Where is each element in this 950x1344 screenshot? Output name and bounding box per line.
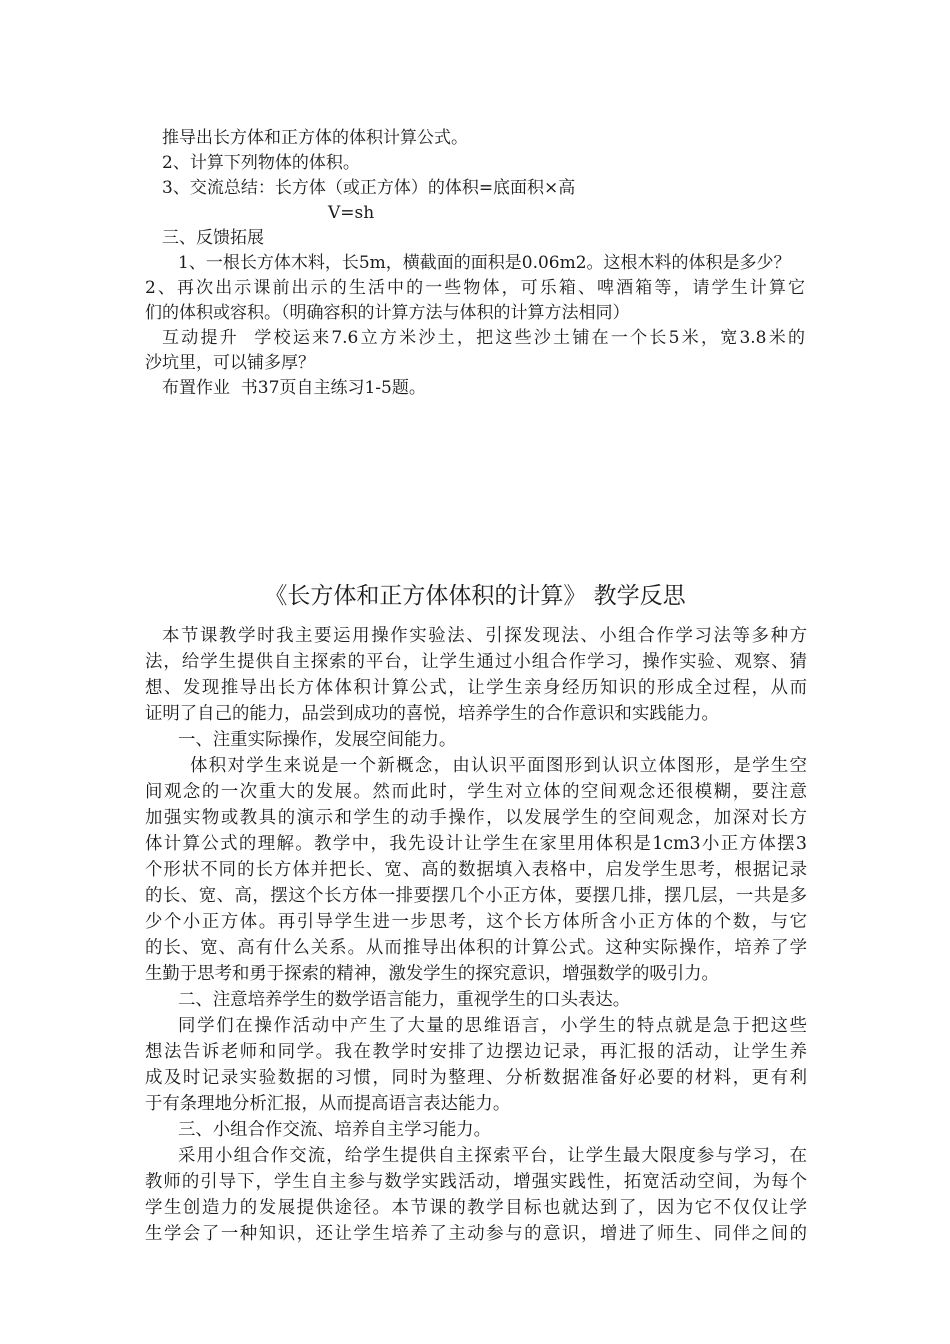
section-heading: 二、注意培养学生的数学语言能力，重视学生的口头表达。 [178, 990, 631, 1010]
text-line: 2、再次出示课前出示的生活中的一些物体，可乐箱、啤酒箱等，请学生计算它 [145, 278, 805, 298]
text-line: 2、计算下列物体的体积。 [162, 153, 360, 173]
text-line: 本节课教学时我主要运用操作实验法、引探发现法、小组合作学习法等多种方 [162, 626, 807, 646]
text-line: 教师的引导下，学生自主参与数学实践活动，增强实践性，拓宽活动空间，为每个 [145, 1172, 807, 1192]
text-line: 体计算公式的理解。教学中，我先设计让学生在家里用体积是1cm3小正方体摆3 [145, 834, 807, 854]
text-line: 证明了自己的能力，品尝到成功的喜悦，培养学生的合作意识和实践能力。 [145, 704, 719, 724]
text-line: 布置作业 书37页自主练习1-5题。 [162, 378, 426, 398]
text-line: 个形状不同的长方体并把长、宽、高的数据填入表格中，启发学生思考，根据记录 [145, 860, 807, 880]
text-line: 们的体积或容积。（明确容积的计算方法与体积的计算方法相同） [145, 303, 630, 323]
text-line: 同学们在操作活动中产生了大量的思维语言，小学生的特点就是急于把这些 [178, 1016, 807, 1036]
text-line: 3、交流总结：长方体（或正方体）的体积=底面积×高 [162, 178, 576, 198]
text-line: 少个小正方体。再引导学生进一步思考，这个长方体所含小正方体的个数，与它 [145, 912, 807, 932]
formula-line: V=sh [328, 203, 375, 223]
text-line: 法，给学生提供自主探索的平台，让学生通过小组合作学习，操作实验、观察、猜 [145, 652, 807, 672]
text-line: 体积对学生来说是一个新概念，由认识平面图形到认识立体图形，是学生空 [190, 756, 807, 776]
text-line: 的长、宽、高有什么关系。从而推导出体积的计算公式。这种实际操作，培养了学 [145, 938, 807, 958]
text-line: 的长、宽、高，摆这个长方体一排要摆几个小正方体，要摆几排，摆几层，一共是多 [145, 886, 807, 906]
text-line: 生勤于思考和勇于探索的精神，激发学生的探究意识，增强数学的吸引力。 [145, 964, 719, 984]
text-line: 推导出长方体和正方体的体积计算公式。 [162, 128, 468, 148]
text-line: 互动提升 学校运来7.6立方米沙土，把这些沙土铺在一个长5米，宽3.8米的 [162, 328, 805, 348]
text-line: 想、发现推导出长方体体积计算公式，让学生亲身经历知识的形成全过程，从而 [145, 678, 807, 698]
section-heading: 三、小组合作交流、培养自主学习能力。 [178, 1120, 492, 1140]
section-heading: 一、注重实际操作，发展空间能力。 [178, 730, 457, 750]
section-heading: 三、反馈拓展 [162, 228, 264, 248]
page-title: 《长方体和正方体体积的计算》 教学反思 [264, 583, 686, 609]
text-line: 采用小组合作交流，给学生提供自主探索平台，让学生最大限度参与学习，在 [178, 1146, 807, 1166]
text-line: 于有条理地分析汇报，从而提高语言表达能力。 [145, 1094, 511, 1114]
text-line: 加强实物或教具的演示和学生的动手操作，以发展学生的空间观念，加深对长方 [145, 808, 807, 828]
text-line: 沙坑里，可以铺多厚？ [145, 353, 315, 373]
text-line: 1、一根长方体木料，长5m，横截面的面积是0.06m2。这根木料的体积是多少？ [178, 253, 791, 273]
text-line: 学生创造力的发展提供途径。本节课的教学目标也就达到了，因为它不仅仅让学 [145, 1198, 807, 1218]
text-line: 间观念的一次重大的发展。然而此时，学生对立体的空间观念还很模糊，要注意 [145, 782, 807, 802]
text-line: 成及时记录实验数据的习惯，同时为整理、分析数据准备好必要的材料，更有利 [145, 1068, 807, 1088]
text-line: 生学会了一种知识，还让学生培养了主动参与的意识，增进了师生、同伴之间的 [145, 1224, 807, 1244]
text-line: 想法告诉老师和同学。我在教学时安排了边摆边记录，再汇报的活动，让学生养 [145, 1042, 807, 1062]
